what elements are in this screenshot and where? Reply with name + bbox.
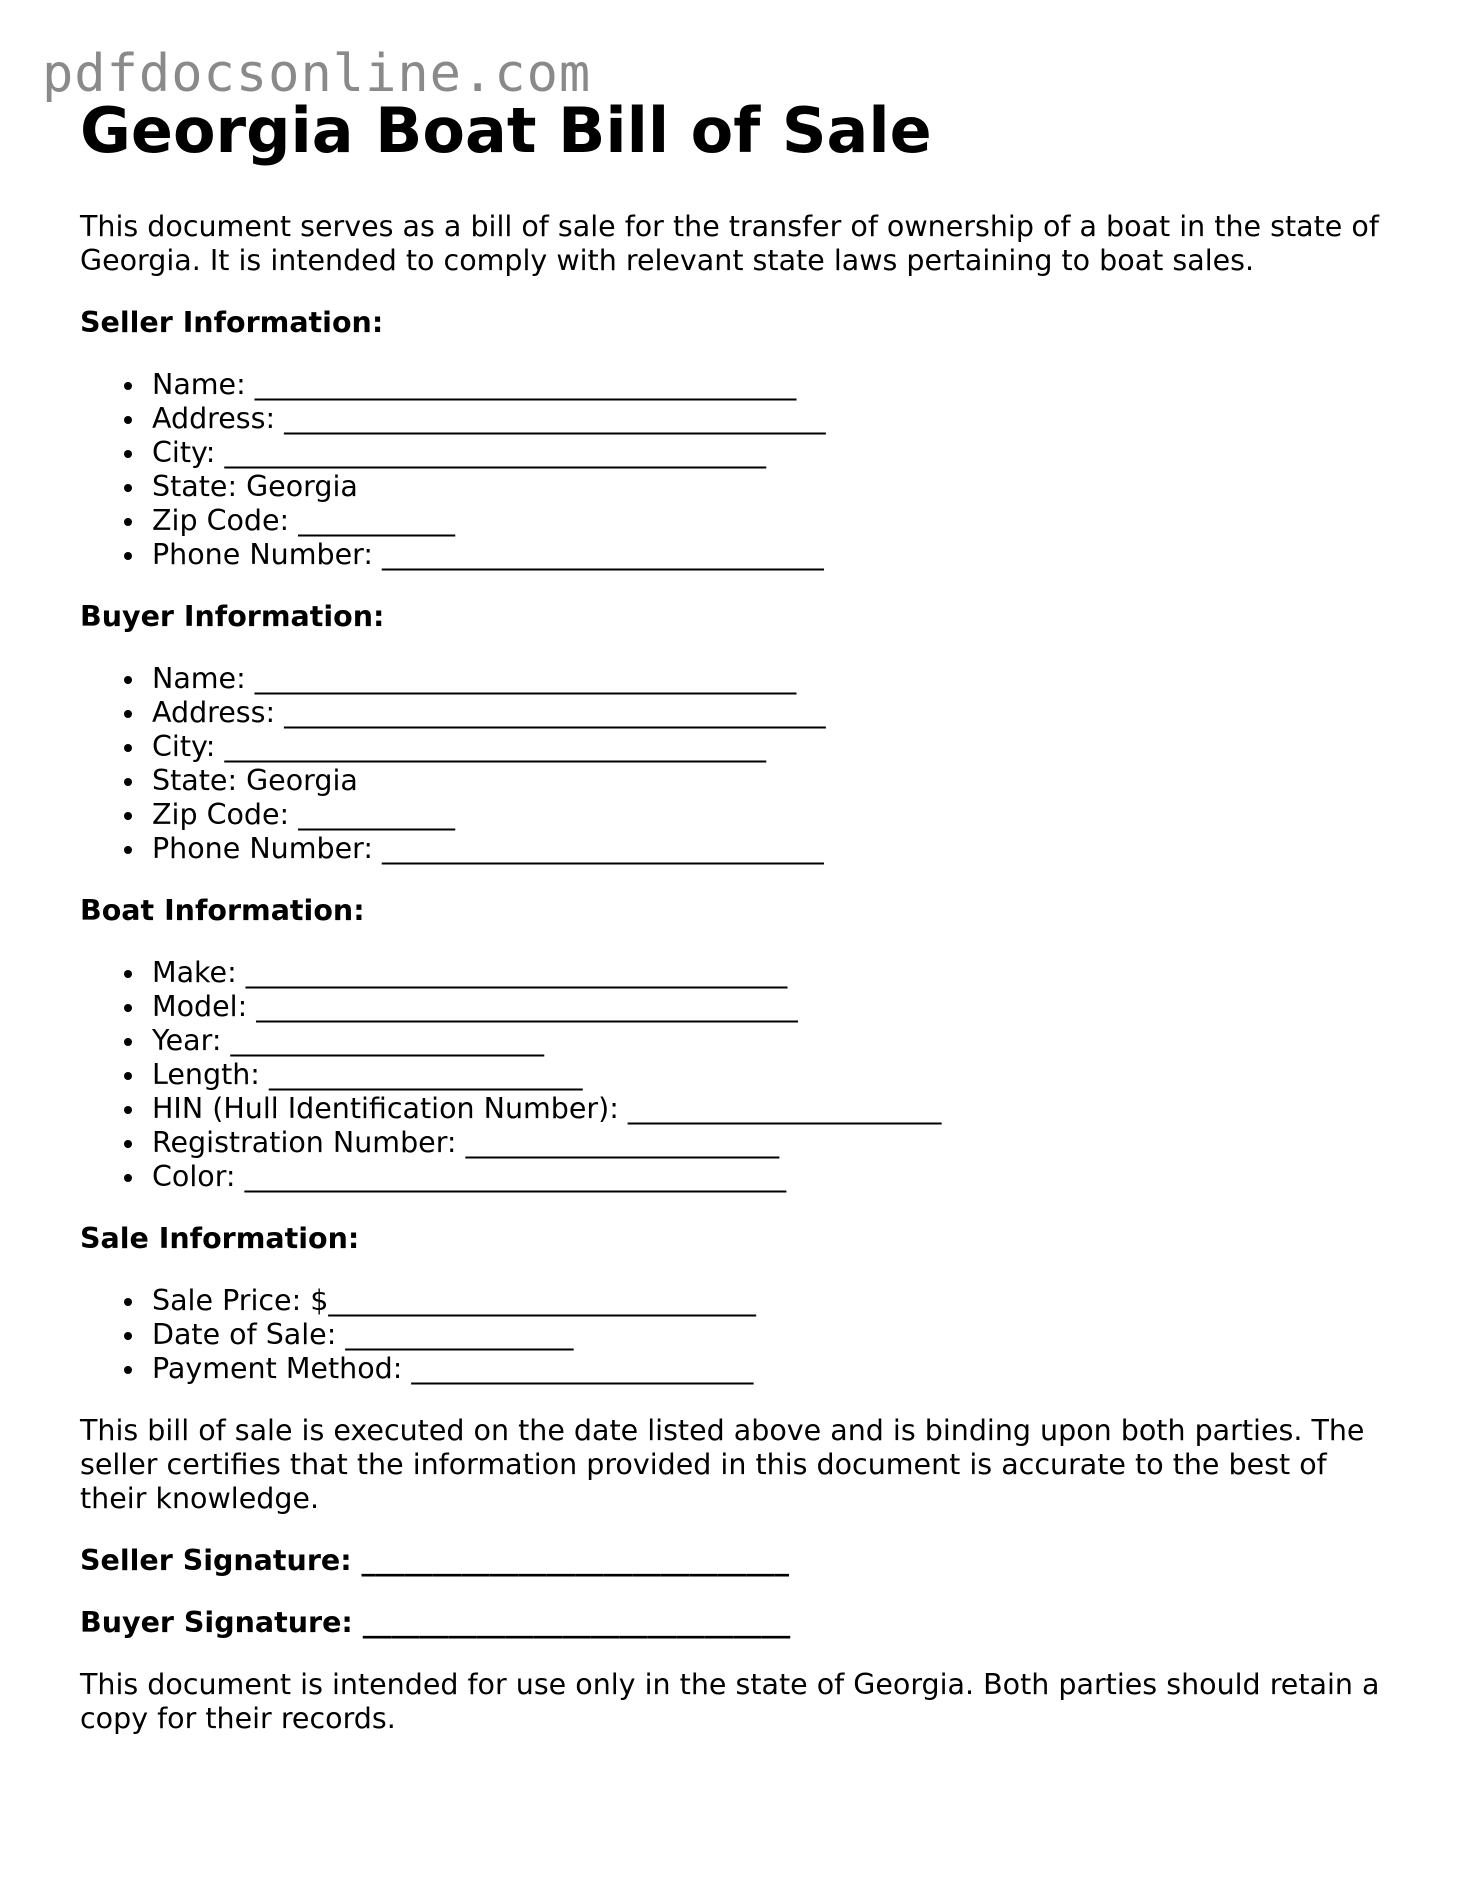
seller-heading: Seller Information: — [80, 306, 384, 339]
sale-heading: Sale Information: — [80, 1222, 360, 1255]
buyer-state-field: State: Georgia — [152, 764, 1400, 798]
sale-field-list — [80, 1284, 1400, 1386]
intro-paragraph: This document serves as a bill of sale for the transfer of ownership of a boat in the state of Georgia. It is intended to comply with relevant state laws pertaining to boat sales. — [80, 210, 1379, 277]
seller-address-field: Address: ______________________________________ — [152, 402, 1400, 436]
buyer-heading: Buyer Information: — [80, 600, 385, 633]
watermark: pdfdocsonline.com — [42, 44, 592, 104]
payment-method-field: Payment Method: ________________________ — [152, 1352, 1400, 1386]
buyer-zip-field: Zip Code: ___________ — [152, 798, 1400, 832]
boat-year-field: Year: ______________________ — [152, 1024, 1400, 1058]
seller-name-field: Name: ______________________________________ — [152, 368, 1400, 402]
buyer-phone-field: Phone Number: _______________________________ — [152, 832, 1400, 866]
seller-phone-field: Phone Number: _______________________________ — [152, 538, 1400, 572]
boat-registration-field: Registration Number: ______________________ — [152, 1126, 1400, 1160]
seller-state-field: State: Georgia — [152, 470, 1400, 504]
boat-field-list — [80, 956, 1400, 1194]
boat-heading: Boat Information: — [80, 894, 365, 927]
buyer-name-field: Name: ______________________________________ — [152, 662, 1400, 696]
boat-make-field: Make: ______________________________________ — [152, 956, 1400, 990]
buyer-address-field: Address: ______________________________________ — [152, 696, 1400, 730]
boat-length-field: Length: ______________________ — [152, 1058, 1400, 1092]
seller-city-field: City: ______________________________________ — [152, 436, 1400, 470]
seller-field-list — [80, 368, 1400, 572]
boat-hin-field: HIN (Hull Identification Number): ______________________ — [152, 1092, 1400, 1126]
sale-date-field: Date of Sale: ________________ — [152, 1318, 1400, 1352]
buyer-signature-line: Buyer Signature: ______________________________ — [80, 1606, 791, 1639]
seller-signature-line: Seller Signature: ______________________________ — [80, 1544, 790, 1577]
closing-paragraph: This document is intended for use only in the state of Georgia. Both parties should retain a copy for their records. — [80, 1668, 1380, 1735]
buyer-city-field: City: ______________________________________ — [152, 730, 1400, 764]
seller-zip-field: Zip Code: ___________ — [152, 504, 1400, 538]
certification-paragraph: This bill of sale is executed on the date listed above and is binding upon both parties. The seller certifies that the information provided in this document is accurate to the best of their knowledge. — [80, 1414, 1365, 1515]
boat-color-field: Color: ______________________________________ — [152, 1160, 1400, 1194]
sale-price-field: Sale Price: $______________________________ — [152, 1284, 1400, 1318]
boat-model-field: Model: ______________________________________ — [152, 990, 1400, 1024]
page-title: Georgia Boat Bill of Sale — [80, 94, 932, 167]
buyer-field-list — [80, 662, 1400, 866]
document-body — [80, 210, 1400, 1736]
